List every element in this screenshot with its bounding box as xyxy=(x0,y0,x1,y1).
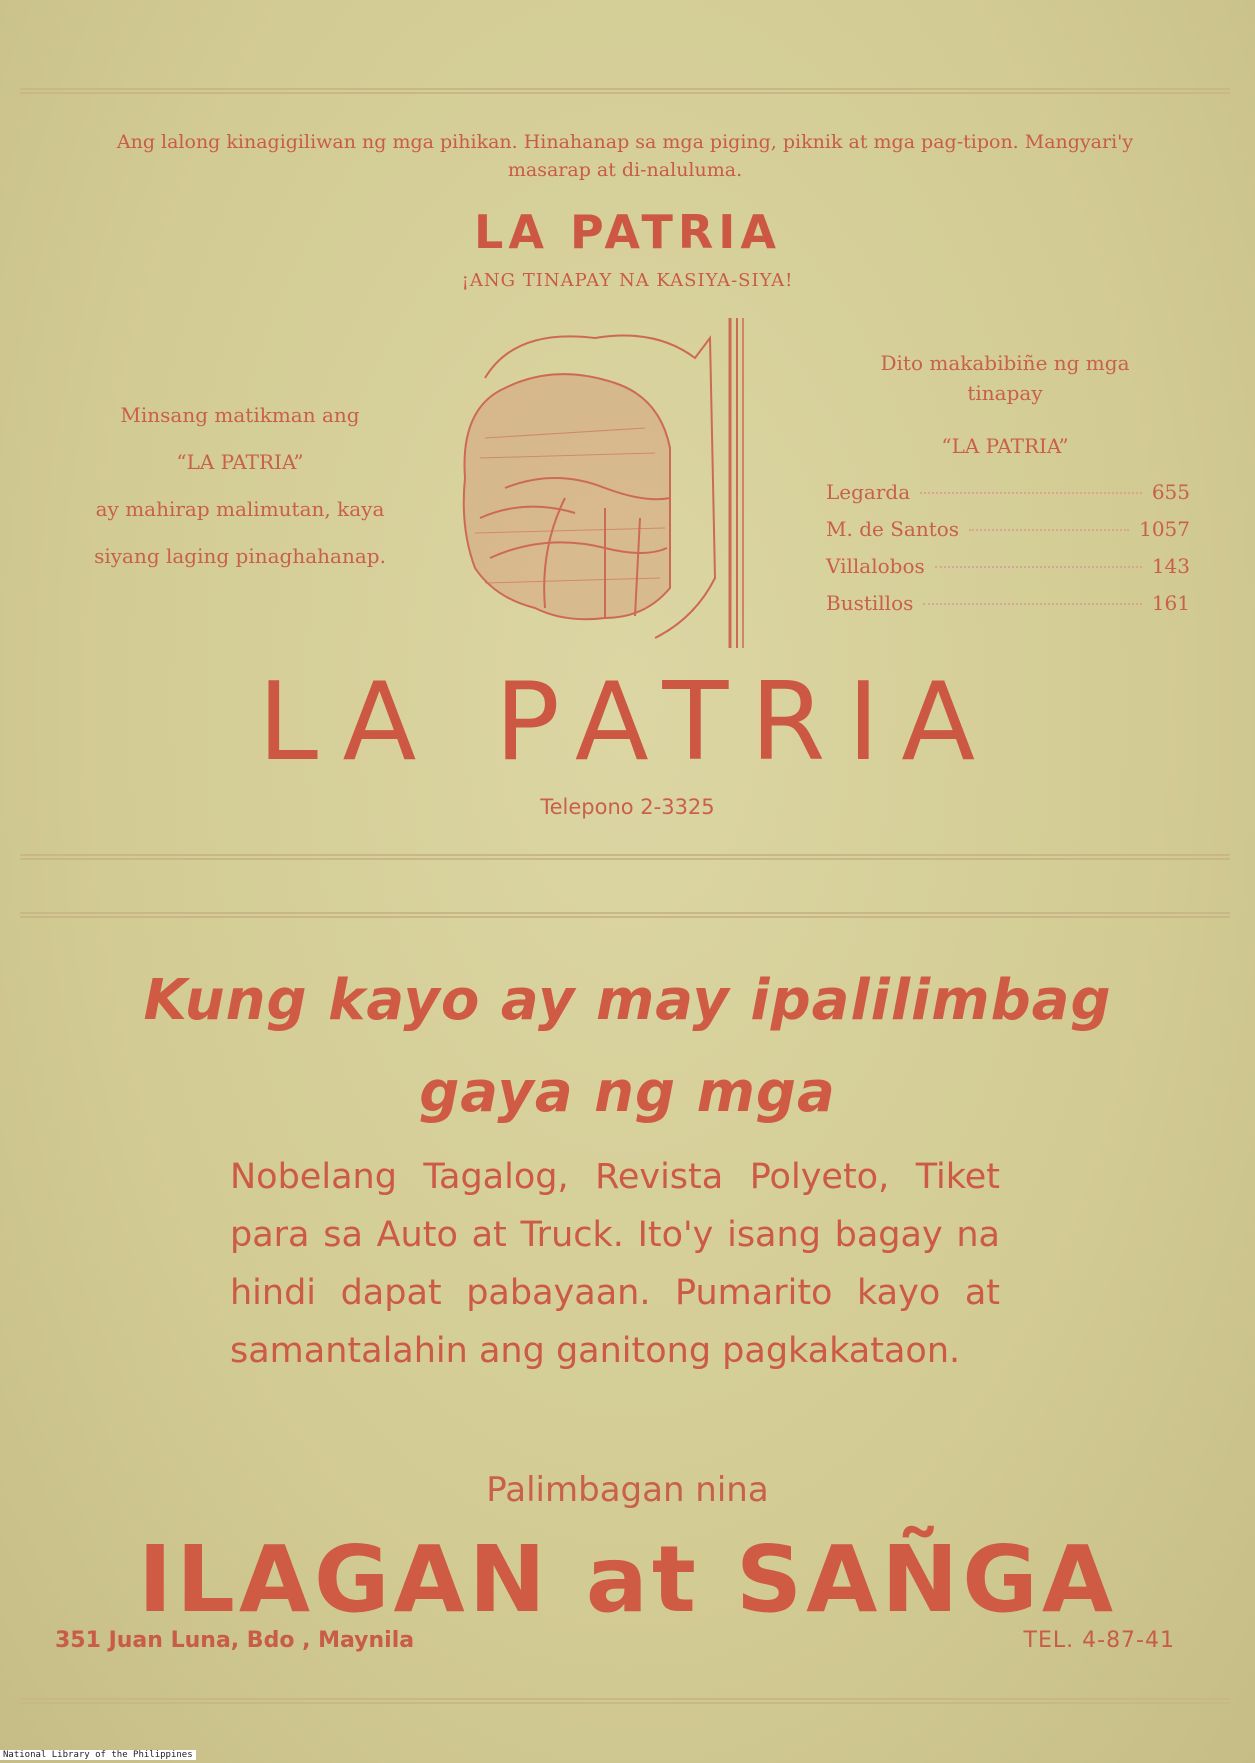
branch-item xyxy=(820,554,1190,591)
branch-street: Villalobos xyxy=(826,554,925,578)
printer-name: ILAGAN at SAÑGA xyxy=(137,1526,1118,1633)
branch-number: 1057 xyxy=(1139,517,1190,541)
la-patria-branches-panel xyxy=(820,348,1190,628)
headline-line-2: gaya ng mga xyxy=(419,1060,836,1125)
printer-headline xyxy=(0,955,1255,1139)
branch-item xyxy=(820,517,1190,554)
leader-dots xyxy=(935,566,1142,568)
bread-loaf-illustration xyxy=(445,318,780,648)
branch-number: 143 xyxy=(1151,554,1190,578)
la-patria-tagline: ¡ANG TINAPAY NA KASIYA-SIYA! xyxy=(461,270,794,291)
branch-list xyxy=(820,480,1190,628)
la-patria-big-title: LA PATRIA xyxy=(257,660,998,785)
branches-heading-2: tinapay xyxy=(967,381,1043,405)
leader-dots xyxy=(923,603,1141,605)
branch-number: 655 xyxy=(1151,480,1190,504)
branch-item xyxy=(820,480,1190,517)
branch-street: M. de Santos xyxy=(826,517,960,541)
printer-body-text: Nobelang Tagalog, Revista Polyeto, Tiket para sa Auto at Truck. Ito'y isang bagay na hindi dapat pabayaan. Pumarito kayo at samantalahin ang ganitong pagkakataon. xyxy=(230,1157,1000,1371)
branches-heading-1: Dito makabibiñe ng mga xyxy=(880,351,1130,375)
printer-telephone: TEL. 4-87-41 xyxy=(1023,1628,1175,1653)
leader-dots xyxy=(969,529,1129,531)
branches-brand: “LA PATRIA” xyxy=(941,434,1069,458)
branch-street: Legarda xyxy=(826,480,911,504)
library-credit: National Library of the Philippines xyxy=(0,1750,196,1760)
left-line-2: “LA PATRIA” xyxy=(176,450,304,474)
left-line-3: ay mahirap malimutan, kaya xyxy=(95,497,385,521)
headline-line-1: Kung kayo ay may ipalilimbag xyxy=(143,968,1112,1033)
la-patria-title: LA PATRIA xyxy=(474,205,781,259)
left-line-1: Minsang matikman ang xyxy=(120,403,360,427)
branch-street: Bustillos xyxy=(826,591,914,615)
la-patria-phone: Telepono 2-3325 xyxy=(540,795,715,819)
left-line-4: siyang laging pinaghahanap. xyxy=(94,544,386,568)
la-patria-intro: Ang lalong kinagigiliwan ng mga pihikan. Hinahanap sa mga piging, piknik at mga pag-tipon. Mangyari'y masarap at di-naluluma. xyxy=(116,131,1134,181)
la-patria-left-text xyxy=(50,392,430,580)
branch-number: 161 xyxy=(1151,591,1190,615)
branch-item xyxy=(820,591,1190,628)
printer-label: Palimbagan nina xyxy=(486,1470,769,1510)
leader-dots xyxy=(920,492,1142,494)
printer-address: 351 Juan Luna, Bdo , Maynila xyxy=(55,1628,415,1653)
